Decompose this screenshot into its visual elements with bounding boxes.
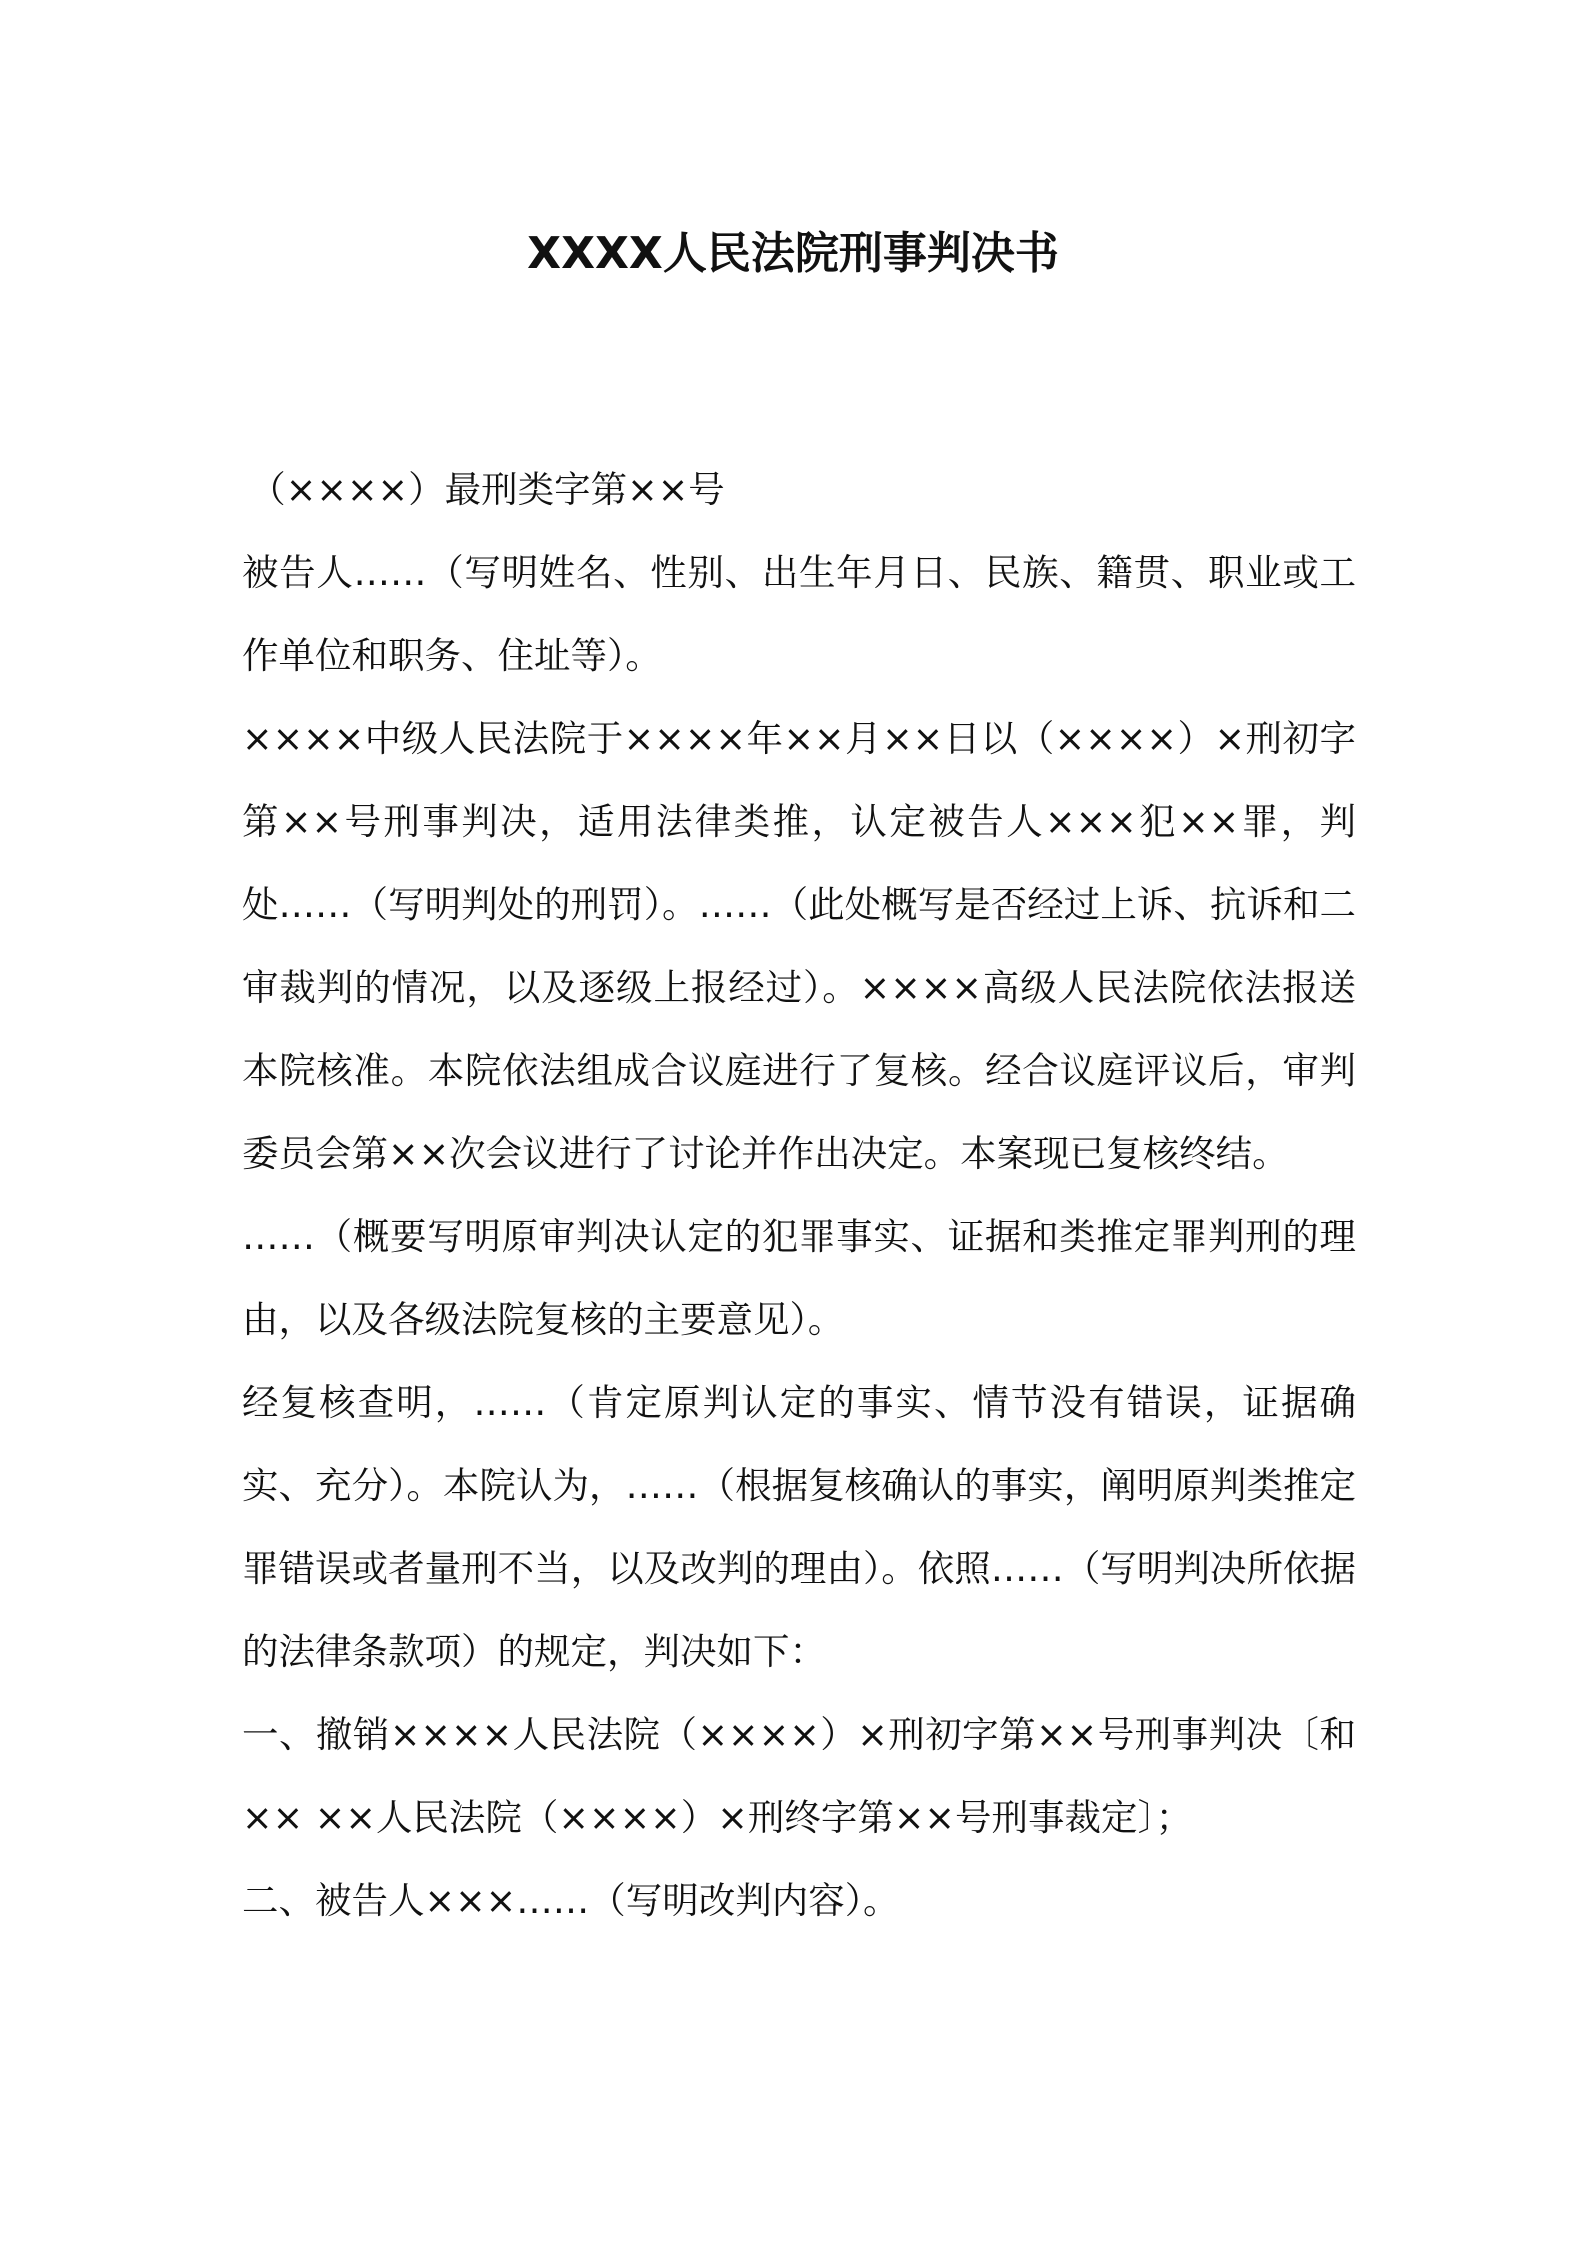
case-number: （××××）最刑类字第××号	[249, 468, 725, 511]
paragraph-judgment-item-2: 二、被告人×××……（写明改判内容）。	[242, 1879, 900, 1922]
document-title: XXXX人民法院刑事判决书	[527, 228, 1059, 279]
paragraph-findings: 经复核查明，……（肯定原判认定的事实、情节没有错误，证据确实、充分）。本院认为，……（根据复核确认的事实，阐明原判类推定罪错误或者量刑不当，以及改判的理由）。依照……（写明判决所依据的法律条款项）的规定，判决如下：	[242, 1381, 1356, 1673]
paragraph-summary: ……（概要写明原审判决认定的犯罪事实、证据和类推定罪判刑的理由，以及各级法院复核的主要意见）。	[242, 1215, 1356, 1341]
paragraph-defendant: 被告人……（写明姓名、性别、出生年月日、民族、籍贯、职业或工作单位和职务、住址等）。	[242, 551, 1356, 677]
paragraph-proceedings: ××××中级人民法院于××××年××月××日以（××××）×刑初字第××号刑事判决，适用法律类推，认定被告人×××犯××罪，判处……（写明判处的刑罚）。……（此处概写是否经过上诉、抗诉和二审裁判的情况，以及逐级上报经过）。××××高级人民法院依法报送本院核准。本院依法组成合议庭进行了复核。经合议庭评议后，审判委员会第××次会议进行了讨论并作出决定。本案现已复核终结。	[242, 717, 1356, 1175]
paragraph-judgment-item-1: 一、撤销××××人民法院（××××）×刑初字第××号刑事判决〔和×× ××人民法院（××××）×刑终字第××号刑事裁定〕；	[242, 1713, 1356, 1839]
document-body	[242, 448, 1356, 1942]
